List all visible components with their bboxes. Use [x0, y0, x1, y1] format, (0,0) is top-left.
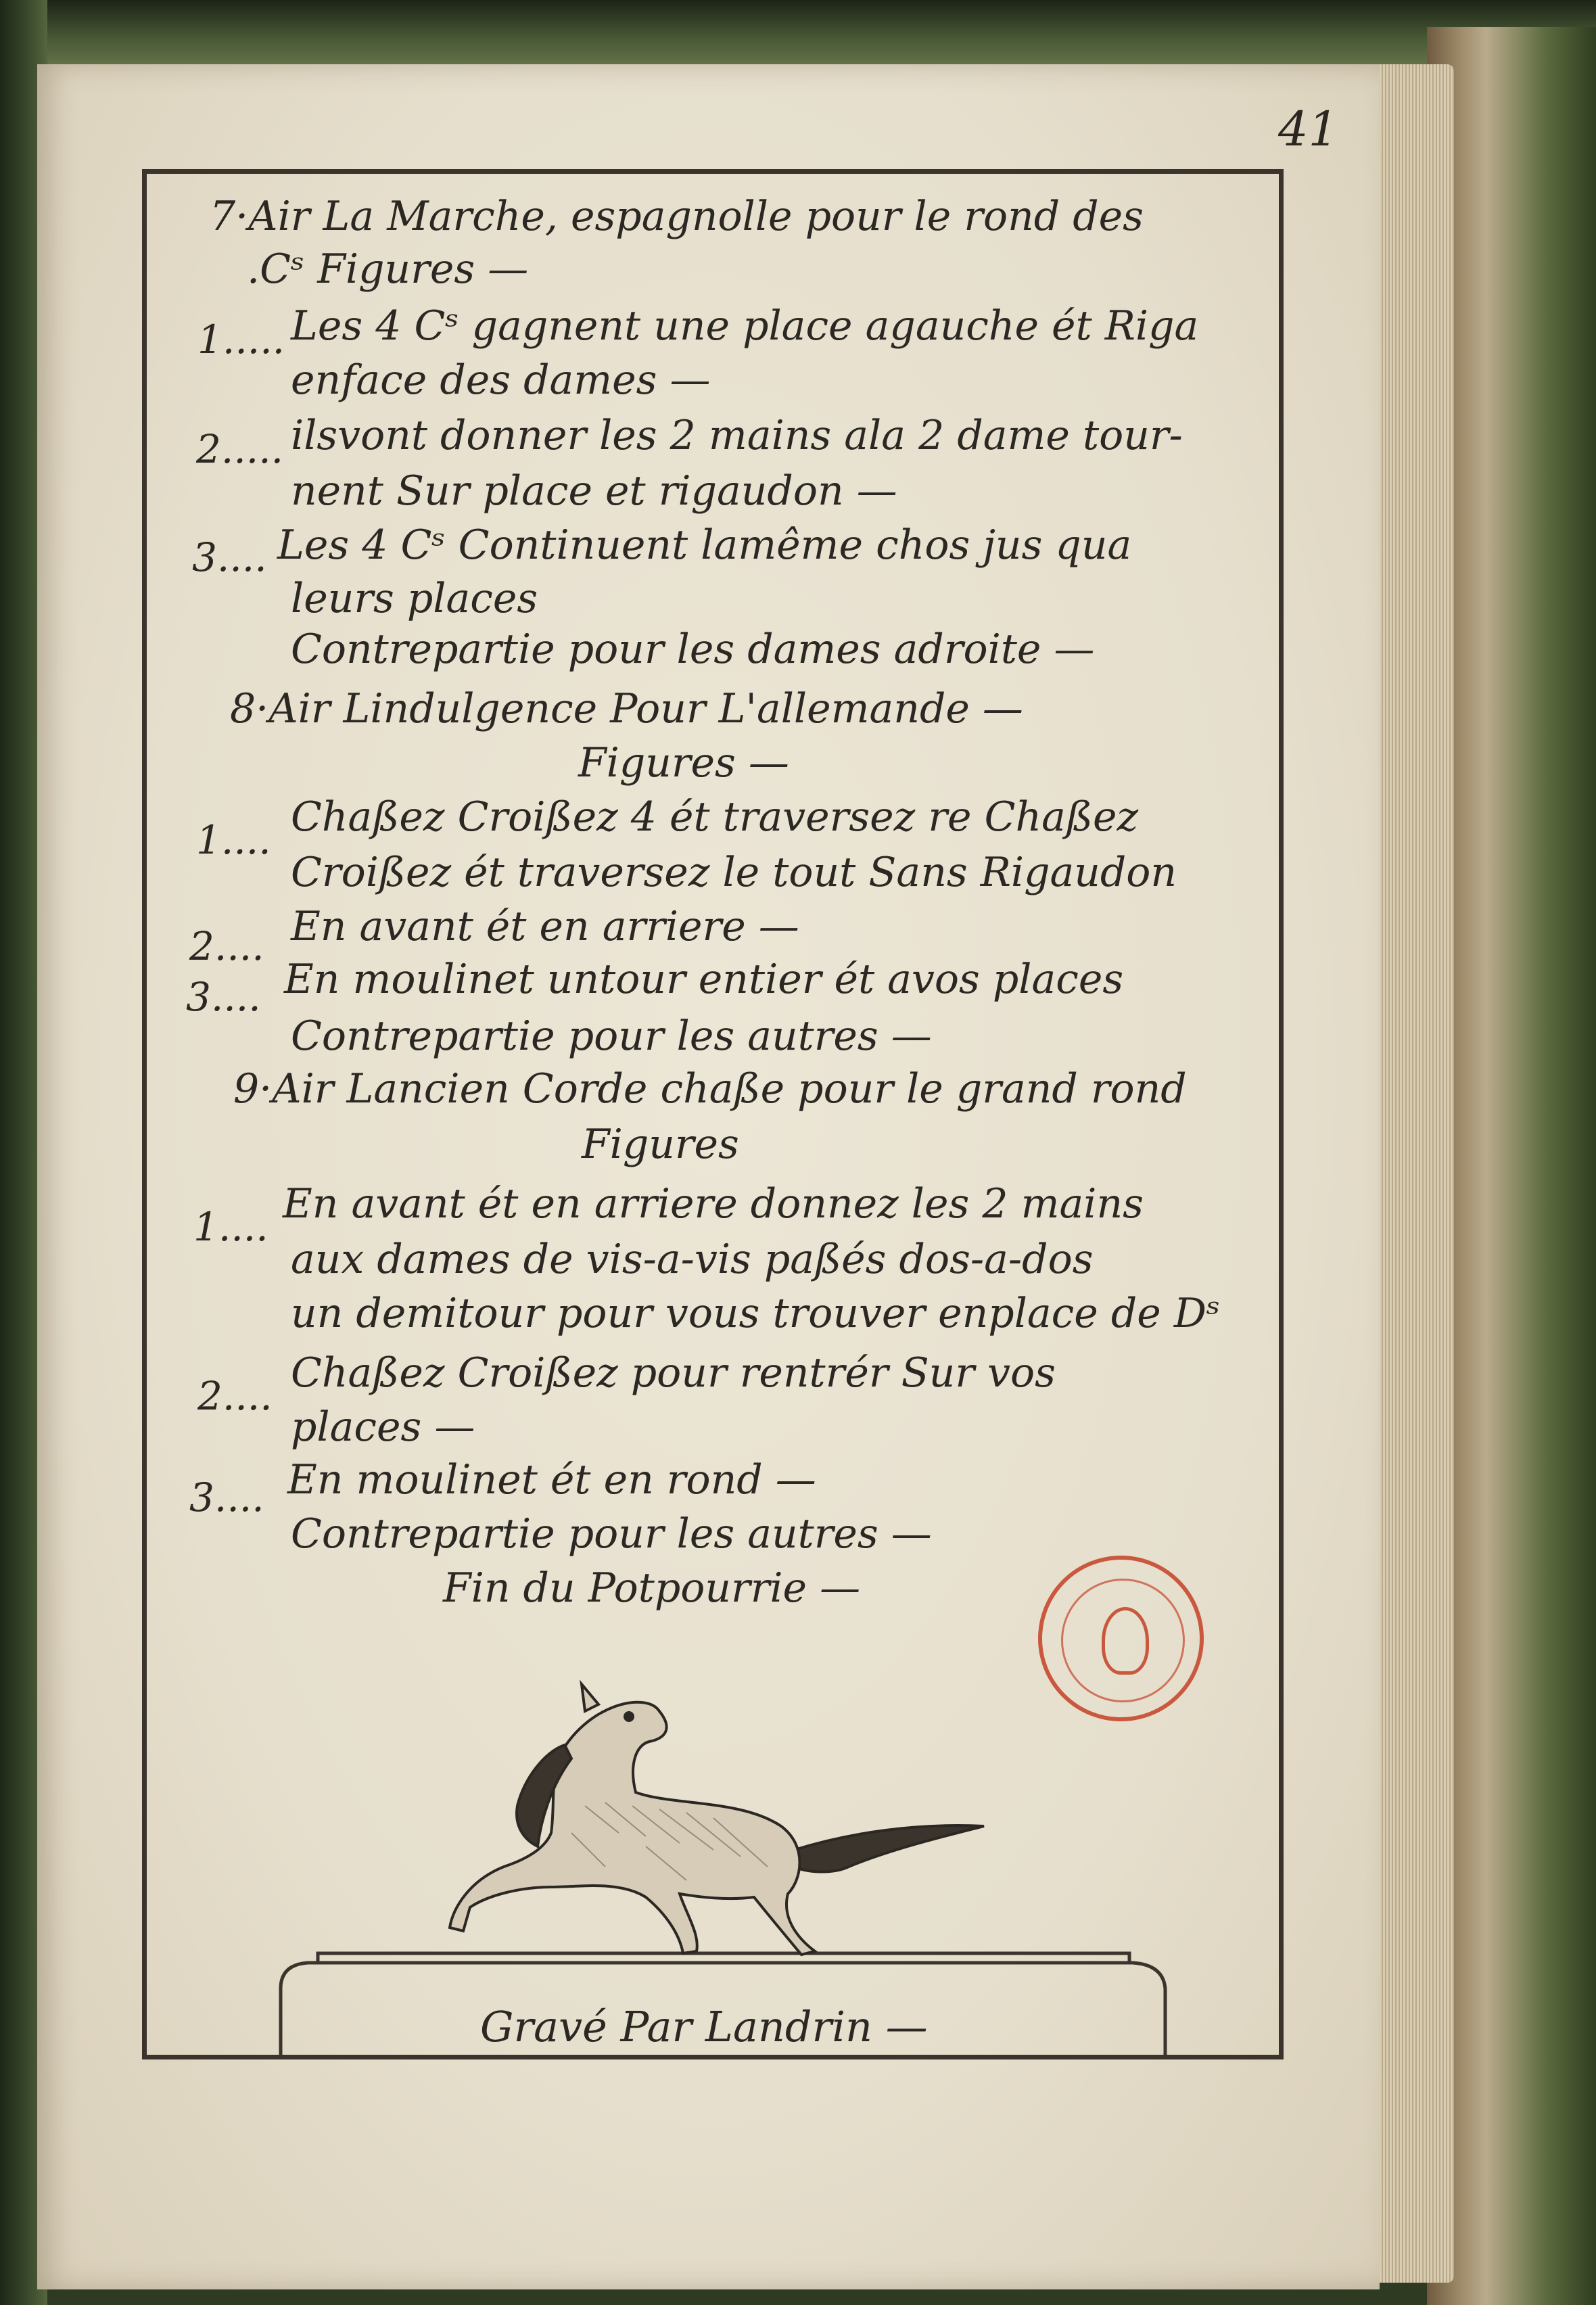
text-line: enface des dames —	[291, 356, 711, 404]
text-line: En avant ét en arriere —	[291, 903, 799, 950]
text-line: Chaßez Croißez pour rentrér Sur vos	[291, 1349, 1056, 1397]
page-number: 41	[1278, 101, 1339, 157]
line-number: 1....	[196, 817, 271, 863]
text-line: Chaßez Croißez 4 ét traversez re Chaßez	[291, 793, 1139, 841]
line-number: 2....	[189, 923, 264, 969]
line-number: 2.....	[196, 426, 284, 472]
text-line: En moulinet ét en rond —	[287, 1456, 816, 1504]
text-line: aux dames de vis-a-vis paßés dos-a-dos	[291, 1236, 1094, 1283]
text-line: ilsvont donner les 2 mains ala 2 dame tour-	[291, 412, 1183, 459]
text-line: Contrepartie pour les dames adroite —	[291, 626, 1095, 673]
horse-engraving	[267, 1664, 1180, 2056]
text-line: En avant ét en arriere donnez les 2 mains	[283, 1180, 1144, 1228]
text-line: En moulinet untour entier ét avos places	[284, 956, 1124, 1003]
engraver-caption: Gravé Par Landrin —	[480, 2002, 928, 2051]
text-line: Contrepartie pour les autres —	[291, 1510, 932, 1558]
text-line: leurs places	[291, 575, 538, 622]
line-number: 3....	[192, 534, 267, 580]
text-line: places —	[291, 1403, 475, 1451]
line-number: 2....	[197, 1373, 273, 1419]
text-line: Figures —	[578, 739, 789, 787]
text-line: Figures	[582, 1121, 739, 1168]
text-line: 8·Air Lindulgence Pour L'allemande —	[230, 685, 1023, 732]
text-line: 7·Air La Marche, espagnolle pour le rond des	[210, 193, 1144, 240]
book-binding-top	[0, 0, 1596, 74]
line-number: 1.....	[197, 317, 285, 363]
text-line: un demitour pour vous trouver enplace de Dˢ	[291, 1290, 1221, 1337]
horse	[450, 1684, 984, 1955]
text-line: Les 4 Cˢ gagnent une place agauche ét Riga	[291, 302, 1199, 350]
line-number: 3....	[189, 1474, 264, 1520]
text-line: .Cˢ Figures —	[247, 246, 529, 293]
text-line: Croißez ét traversez le tout Sans Rigaudon	[291, 849, 1177, 896]
text-line: nent Sur place et rigaudon —	[291, 467, 897, 515]
line-number: 1....	[193, 1204, 268, 1250]
text-line: Contrepartie pour les autres —	[291, 1012, 932, 1060]
text-line: Fin du Potpourrie —	[443, 1564, 861, 1612]
line-number: 3....	[186, 974, 261, 1020]
text-line: 9·Air Lancien Corde chaße pour le grand rond	[233, 1065, 1187, 1113]
text-line: Les 4 Cˢ Continuent lamême chos jus qua	[277, 521, 1132, 569]
